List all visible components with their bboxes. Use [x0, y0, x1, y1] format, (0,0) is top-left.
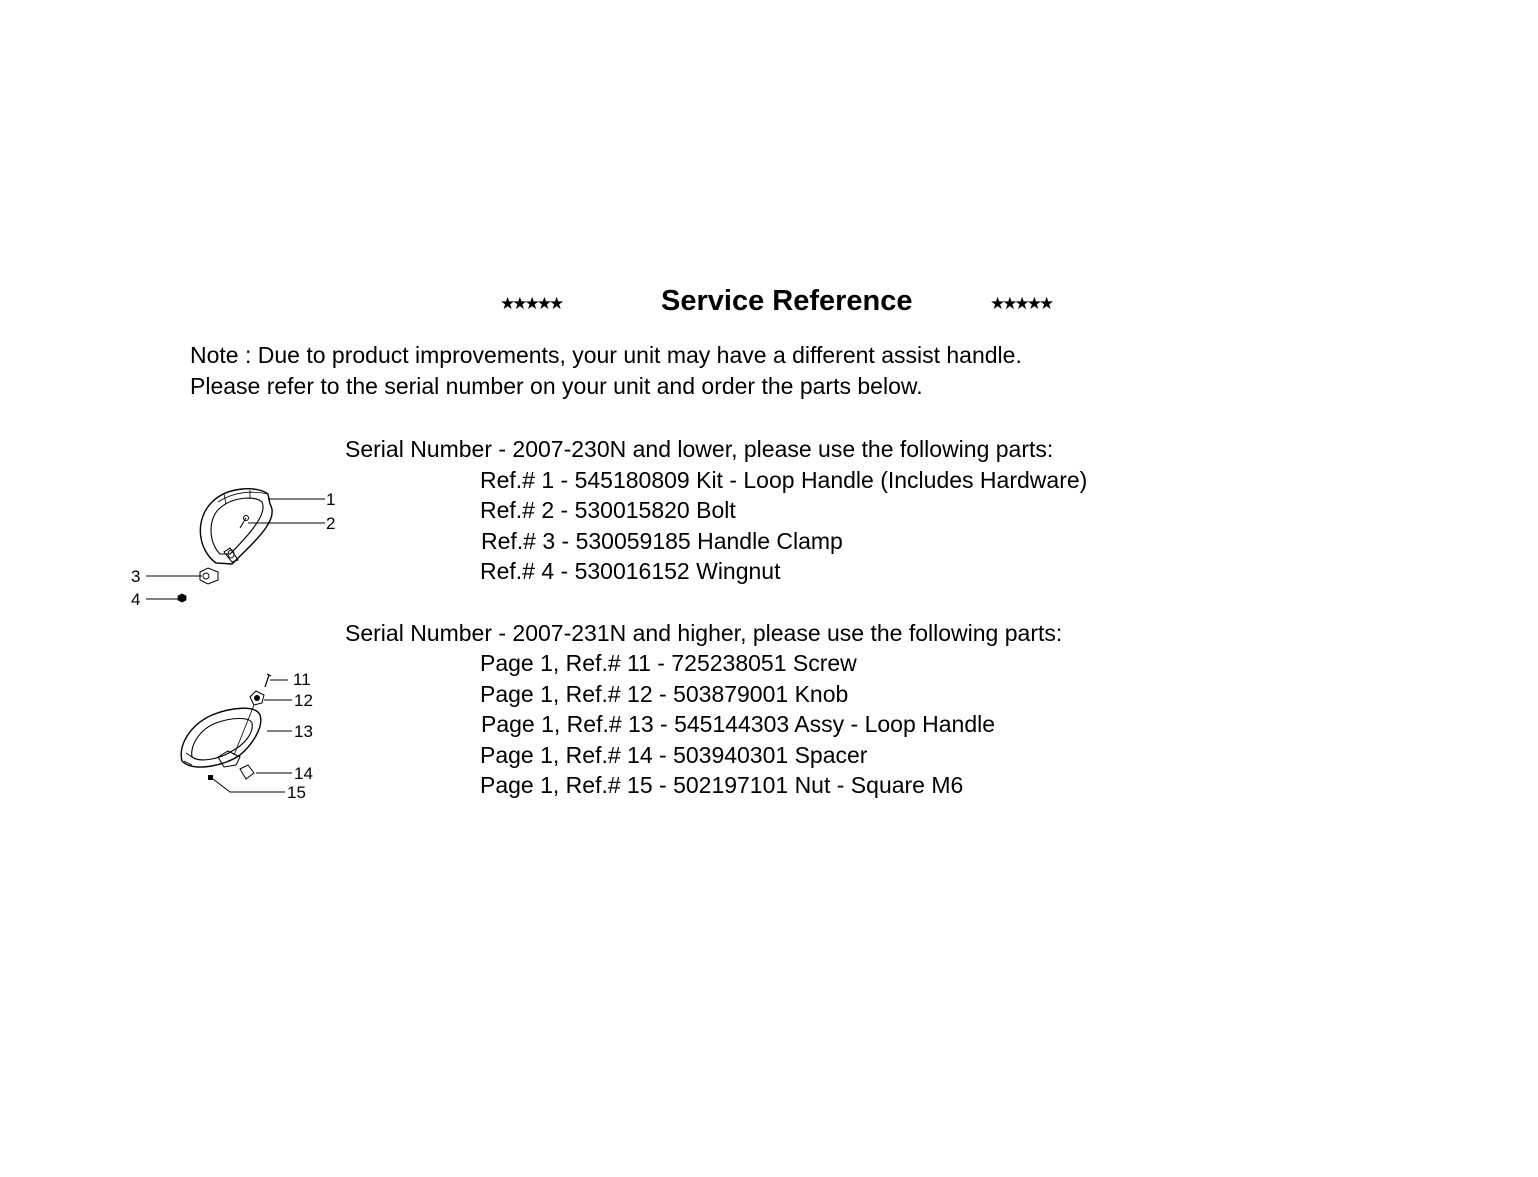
- serial-heading-new: Serial Number - 2007-231N and higher, please use the following parts:: [345, 620, 1063, 646]
- note-line-1: Note : Due to product improvements, your unit may have a different assist handle.: [190, 342, 1022, 368]
- stars-left: ★★★★★: [500, 294, 562, 314]
- callout-2: 2: [326, 514, 336, 533]
- part-line-ref-12: Page 1, Ref.# 12 - 503879001 Knob: [480, 681, 849, 707]
- callout-3: 3: [131, 567, 141, 586]
- loop-handle-old-diagram: [120, 480, 350, 615]
- part-line-ref-2: Ref.# 2 - 530015820 Bolt: [480, 497, 736, 523]
- callout-12: 12: [294, 691, 313, 710]
- note-line-2: Please refer to the serial number on your unit and order the parts below.: [190, 373, 923, 399]
- part-line-ref-11: Page 1, Ref.# 11 - 725238051 Screw: [480, 650, 857, 676]
- stars-right: ★★★★★: [990, 294, 1052, 314]
- serial-heading-old: Serial Number - 2007-230N and lower, please use the following parts:: [345, 436, 1054, 462]
- part-line-ref-3: Ref.# 3 - 530059185 Handle Clamp: [481, 528, 843, 554]
- part-line-ref-1: Ref.# 1 - 545180809 Kit - Loop Handle (Includes Hardware): [480, 467, 1088, 493]
- part-line-ref-13: Page 1, Ref.# 13 - 545144303 Assy - Loop Handle: [481, 711, 996, 737]
- callout-4: 4: [131, 590, 141, 609]
- page-title: Service Reference: [661, 285, 913, 317]
- callout-14: 14: [294, 764, 313, 783]
- part-line-ref-14: Page 1, Ref.# 14 - 503940301 Spacer: [480, 742, 868, 768]
- part-line-ref-4: Ref.# 4 - 530016152 Wingnut: [480, 558, 781, 584]
- callout-1: 1: [326, 490, 336, 509]
- leader-line-15: [213, 779, 285, 792]
- callout-11: 11: [293, 670, 311, 689]
- part-line-ref-15: Page 1, Ref.# 15 - 502197101 Nut - Square M6: [480, 772, 964, 798]
- callout-13: 13: [294, 722, 313, 741]
- callout-15: 15: [287, 783, 306, 802]
